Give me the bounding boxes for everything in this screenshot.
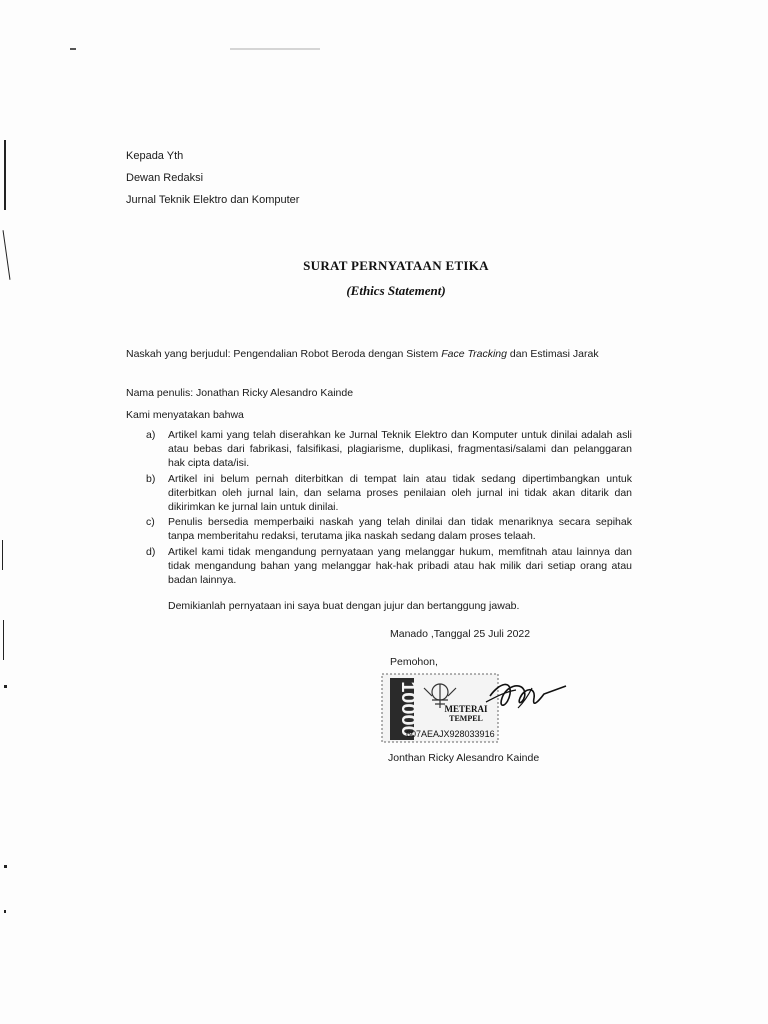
- scan-edge-mark: [3, 230, 11, 280]
- place-date: Manado ,Tanggal 25 Juli 2022: [390, 628, 531, 640]
- manuscript-suffix: dan Estimasi Jarak: [506, 348, 599, 360]
- recipient-line-1: Kepada Yth: [126, 150, 184, 162]
- signature: [420, 668, 570, 728]
- stamp-value: 10000: [397, 681, 419, 737]
- list-marker: b): [146, 472, 156, 485]
- author-line: Nama penulis: Jonathan Ricky Alesandro Kainde: [126, 387, 354, 399]
- applicant-label: Pemohon,: [390, 656, 438, 668]
- list-item: [146, 545, 632, 588]
- stamp-code: 607AEAJX928033916: [406, 729, 495, 739]
- document-title: SURAT PERNYATAAN ETIKA: [303, 258, 489, 273]
- scan-top-noise: [230, 48, 320, 50]
- scan-edge-mark: [2, 540, 3, 570]
- list-text: Artikel kami yang telah diserahkan ke Jurnal Teknik Elektro dan Komputer untuk dinilai adalah asli atau bebas dari fabrikasi, falsifikasi, plagiarisme, duplikasi, fragmentasi/salami dan pelanggaran hak cipta data/isi.: [168, 429, 632, 470]
- scan-edge-mark: [4, 140, 6, 210]
- list-item: [146, 472, 632, 515]
- manuscript-prefix: Naskah yang berjudul: Pengendalian Robot Beroda dengan Sistem: [126, 348, 442, 360]
- signer-name: Jonthan Ricky Alesandro Kainde: [388, 752, 540, 764]
- closing-statement: Demikianlah pernyataan ini saya buat dengan jujur dan bertanggung jawab.: [168, 600, 520, 612]
- recipient-line-2: Dewan Redaksi: [126, 172, 204, 184]
- document-subtitle: (Ethics Statement): [346, 283, 446, 298]
- scan-edge-mark: [4, 685, 7, 688]
- manuscript-title: [126, 347, 631, 361]
- recipient-line-3: Jurnal Teknik Elektro dan Komputer: [126, 194, 300, 206]
- scan-edge-mark: [4, 910, 6, 913]
- manuscript-italic: Face Tracking: [441, 348, 507, 360]
- list-text: Artikel ini belum pernah diterbitkan di tempat lain atau tidak sedang dipertimbangkan untuk diterbitkan oleh jurnal lain, dan selama proses penilaian oleh jurnal ini tidak akan ditarik dan dikirimkan ke jurnal lain untuk dinilai.: [168, 472, 632, 514]
- list-text: Penulis bersedia memperbaiki naskah yang telah dinilai dan tidak menariknya secara sepihak tanpa memberitahu redaksi, terutama jika naskah sedang dalam proses telaah.: [168, 516, 632, 543]
- list-marker: a): [146, 429, 156, 441]
- list-marker: d): [146, 545, 156, 558]
- scan-top-noise: [70, 48, 76, 50]
- list-text: Artikel kami tidak mengandung pernyataan yang melanggar hukum, memfitnah atau lainnya dan tidak mengandung bahan yang melanggar hak-hak pribadi atau hak milik dari setiap orang atau badan lainnya.: [168, 545, 632, 587]
- list-item: [146, 428, 632, 471]
- scan-edge-mark: [3, 620, 4, 660]
- list-item: [146, 515, 632, 543]
- list-marker: c): [146, 516, 155, 529]
- scan-edge-mark: [4, 865, 7, 868]
- stamp-label-2: TEMPEL: [449, 714, 483, 723]
- stamp-label-1: METERAI: [444, 704, 488, 714]
- declaration-intro: Kami menyatakan bahwa: [126, 409, 244, 421]
- statement-list: [146, 428, 632, 588]
